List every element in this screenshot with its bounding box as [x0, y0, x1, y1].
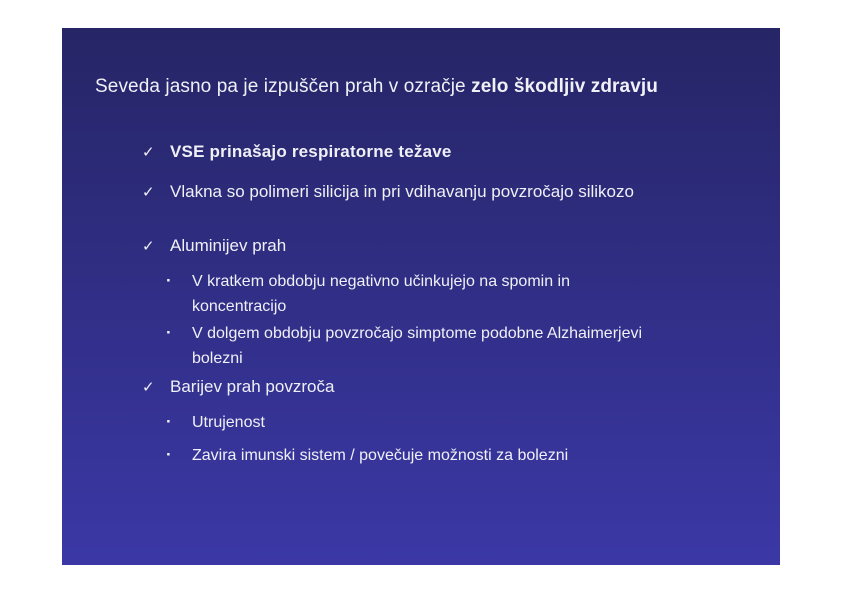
- sub-bullet-label: V kratkem obdobju negativno učinkujejo na spomin in koncentracijo: [192, 273, 571, 315]
- bullet-label: Aluminijev prah: [170, 236, 287, 255]
- bullet-label: VSE prinašajo respiratorne težave: [170, 142, 452, 161]
- sub-bullet-item: [62, 268, 650, 319]
- check-icon: ✓: [142, 184, 155, 201]
- bullet-item: [62, 141, 452, 163]
- dot-icon: ·: [166, 412, 172, 431]
- sub-bullet-item: [62, 320, 650, 371]
- dot-icon: ·: [166, 445, 172, 464]
- bullet-item: [62, 235, 286, 257]
- sub-bullet-label: V dolgem obdobju povzročajo simptome podobne Alzhaimerjevi bolezni: [192, 325, 643, 367]
- check-icon: ✓: [142, 379, 155, 396]
- slide: [62, 28, 780, 565]
- check-icon: ✓: [142, 238, 155, 255]
- sub-bullet-label: Utrujenost: [192, 414, 265, 431]
- slide-title: [95, 75, 658, 99]
- dot-icon: ·: [166, 271, 172, 290]
- sub-bullet-item: [62, 442, 568, 468]
- bullet-item: [62, 181, 634, 203]
- title-emphasis: zelo škodljiv zdravju: [471, 76, 658, 97]
- bullet-label: Barijev prah povzroča: [170, 377, 335, 396]
- check-icon: ✓: [142, 144, 155, 161]
- dot-icon: ·: [166, 323, 172, 342]
- bullet-item: [62, 376, 334, 398]
- sub-bullet-item: [62, 409, 265, 435]
- sub-bullet-label: Zavira imunski sistem / povečuje možnosti za bolezni: [192, 447, 569, 464]
- bullet-label: Vlakna so polimeri silicija in pri vdihavanju povzročajo silikozo: [170, 182, 634, 201]
- title-text: Seveda jasno pa je izpuščen prah v ozračje: [95, 76, 472, 97]
